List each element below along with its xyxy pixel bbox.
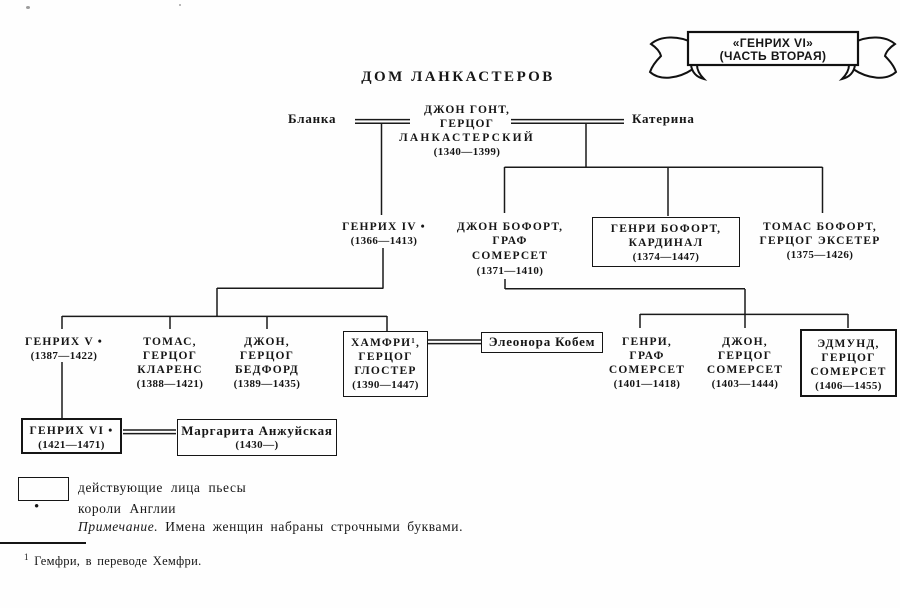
page-title: ДОМ ЛАНКАСТЕРОВ <box>361 69 555 85</box>
node-henry-somerset: ГЕНРИ, ГРАФ СОМЕРСЕТ (1401—1418) <box>608 336 686 390</box>
node-margaret-anjou: Маргарита Анжуйская (1430—) <box>177 419 337 456</box>
legend-note <box>78 519 463 535</box>
node-edmund-somerset: ЭДМУНД, ГЕРЦОГ СОМЕРСЕТ (1406—1455) <box>800 329 897 397</box>
legend-character-box-symbol <box>18 477 69 501</box>
legend-note-text: Имена женщин набраны строчными буквами. <box>158 519 464 534</box>
node-thomas-beaufort: ТОМАС БОФОРТ, ГЕРЦОГ ЭКСЕТЕР (1375—1426) <box>759 221 881 261</box>
node-katherine: Катерина <box>632 111 695 126</box>
legend-note-prefix: Примечание. <box>78 519 159 534</box>
legend-bullet-symbol: • <box>34 499 40 515</box>
node-henry-v: ГЕНРИХ V • (1387—1422) <box>24 336 104 362</box>
ribbon-tail-right <box>853 37 896 77</box>
footnote-rule <box>0 542 86 544</box>
banner-play-title: «ГЕНРИХ VI» (ЧАСТЬ ВТОРАЯ) <box>719 36 827 63</box>
footnote <box>24 552 202 569</box>
node-thomas-clarence: ТОМАС, ГЕРЦОГ КЛАРЕНС (1388—1421) <box>136 336 204 390</box>
ribbon-fold-left <box>691 65 704 79</box>
legend-box-label: действующие лица пьесы <box>78 480 247 495</box>
ribbon-tail-left <box>650 37 693 77</box>
node-blanche: Бланка <box>288 111 337 126</box>
node-john-gaunt: ДЖОН ГОНТ, ГЕРЦОГ ЛАНКАСТЕРСКИЙ (1340—1399) <box>399 104 535 158</box>
node-henry-vi: ГЕНРИХ VI • (1421—1471) <box>21 418 122 454</box>
node-john-bedford: ДЖОН, ГЕРЦОГ БЕДФОРД (1389—1435) <box>233 336 301 390</box>
legend-bullet-label: короли Англии <box>78 501 177 516</box>
footnote-marker: 1 <box>24 552 29 562</box>
node-henry-iv: ГЕНРИХ IV • (1366—1413) <box>342 221 426 247</box>
node-eleanor-cobham: Элеонора Кобем <box>481 332 603 353</box>
node-humphrey-gloucester: ХАМФРИ¹, ГЕРЦОГ ГЛОСТЕР (1390—1447) <box>343 331 428 397</box>
marriage-line-eleanor <box>428 340 481 344</box>
node-henry-beaufort: ГЕНРИ БОФОРТ, КАРДИНАЛ (1374—1447) <box>592 217 740 267</box>
node-john-beaufort: ДЖОН БОФОРТ, ГРАФ СОМЕРСЕТ (1371—1410) <box>456 221 564 277</box>
marriage-line-margaret <box>123 430 176 434</box>
ribbon-fold-right <box>842 65 855 79</box>
footnote-text: Гемфри, в переводе Хемфри. <box>28 554 202 569</box>
node-john-somerset: ДЖОН, ГЕРЦОГ СОМЕРСЕТ (1403—1444) <box>706 336 784 390</box>
